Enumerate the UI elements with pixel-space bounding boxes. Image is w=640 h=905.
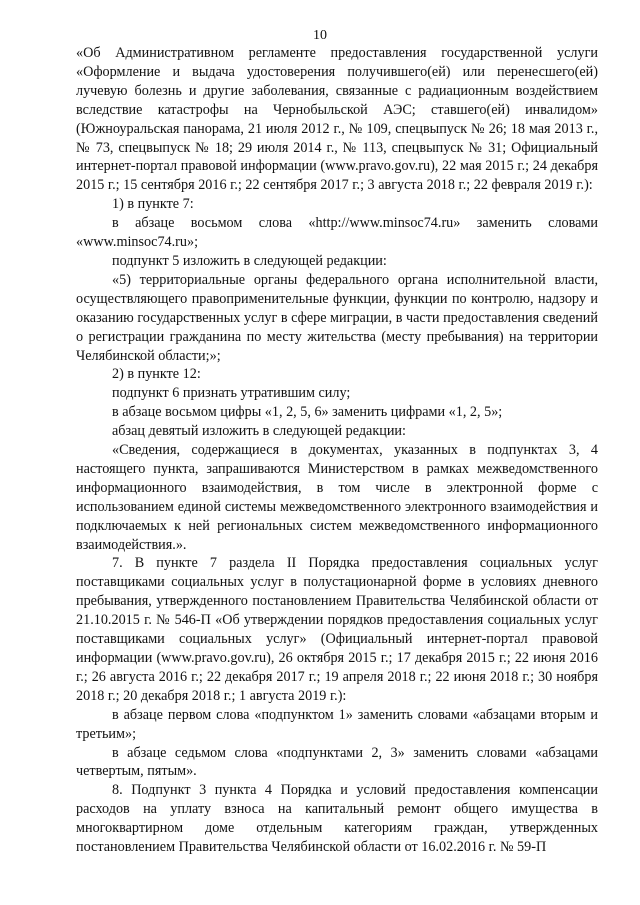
paragraph-regulation-title: «Об Административном регламенте предоставления государственной услуги «Оформление и выдача удостоверения получившего(ей) или перенесшего(ей) лучевую болезнь и другие заболевания, связанные с радиационным воздействием вследствие катастрофы на Чернобыльской АЭС; ставшего(ей) инвалидом» (Южноуральская панорама, 21 июля 2012 г., № 109, спецвыпуск № 26; 18 мая 2013 г., № 73, спецвыпуск № 18; 29 июля 2014 г., № 113, спецвыпуск № 31; Официальный интернет-портал правовой информации (www.pravo.gov.ru), 22 мая 2015 г.; 24 декабря 2015 г.; 15 сентября 2016 г.; 22 сентября 2017 г.; 3 августа 2018 г.; 22 февраля 2019 г.): (76, 45, 598, 194)
paragraph-item-2-subitem-6: подпункт 6 признать утратившим силу; (112, 385, 351, 402)
document-body (76, 44, 598, 857)
paragraph-item-2: 2) в пункте 12: (112, 366, 201, 383)
paragraph-section-7: 7. В пункте 7 раздела II Порядка предоставления социальных услуг поставщиками социальных услуг в полустационарной форме в условиях дневного пребывания, утвержденного постановлением Правительства Челябинской области от 21.10.2015 г. № 546-П «Об утверждении порядков предоставления социальных услуг поставщиками социальных услуг» (Официальный интернет-портал правовой информации (www.pravo.gov.ru), 26 октября 2015 г.; 17 декабря 2015 г.; 22 июня 2016 г.; 26 августа 2016 г.; 22 декабря 2017 г.; 19 апреля 2018 г.; 22 июня 2018 г.; 30 ноября 2018 г.; 20 декабря 2018 г.; 1 августа 2019 г.): (76, 555, 598, 704)
paragraph-abzac-9-text: «Сведения, содержащиеся в документах, указанных в подпунктах 3, 4 настоящего пункта, запрашиваются Министерством в рамках межведомственного информационного взаимодействия, в том числе в электронной форме с использованием единой системы межведомственного электронного взаимодействия и подключаемых к ней региональных систем межведомственного информационного взаимодействия.». (76, 442, 598, 553)
paragraph-item-1: 1) в пункте 7: (112, 196, 194, 213)
page-number: 10 (313, 28, 327, 43)
paragraph-section-7-abzac-7: в абзаце седьмом слова «подпунктами 2, 3» заменить словами «абзацами четвертым, пятым». (76, 744, 598, 780)
paragraph-section-7-abzac-1: в абзаце первом слова «подпунктом 1» заменить словами «абзацами вторым и третьим»; (76, 706, 598, 742)
paragraph-item-2-abzac-8: в абзаце восьмом цифры «1, 2, 5, 6» заменить цифрами «1, 2, 5»; (112, 404, 503, 421)
paragraph-section-8: 8. Подпункт 3 пункта 4 Порядка и условий предоставления компенсации расходов на уплату взноса на капитальный ремонт общего имущества в многоквартирном доме отдельным категориям граждан, утвержденных постановлением Правительства Челябинской области от 16.02.2016 г. № 59-П (76, 782, 598, 856)
paragraph-item-1-abzac-8: в абзаце восьмом слова «http://www.minsoc74.ru» заменить словами «www.minsoc74.ru»; (76, 215, 598, 251)
paragraph-item-1-subitem-5: подпункт 5 изложить в следующей редакции: (112, 252, 387, 269)
paragraph-item-2-abzac-9: абзац девятый изложить в следующей редакции: (112, 423, 406, 440)
paragraph-subitem-5-text: «5) территориальные органы федерального органа исполнительной власти, осуществляющего правоприменительные функции, функции по контролю, надзору и оказанию государственных услуг в сфере миграции, в части предоставления сведений о регистрации гражданина по месту жительства (месту пребывания) на территории Челябинской области;»; (76, 271, 598, 364)
